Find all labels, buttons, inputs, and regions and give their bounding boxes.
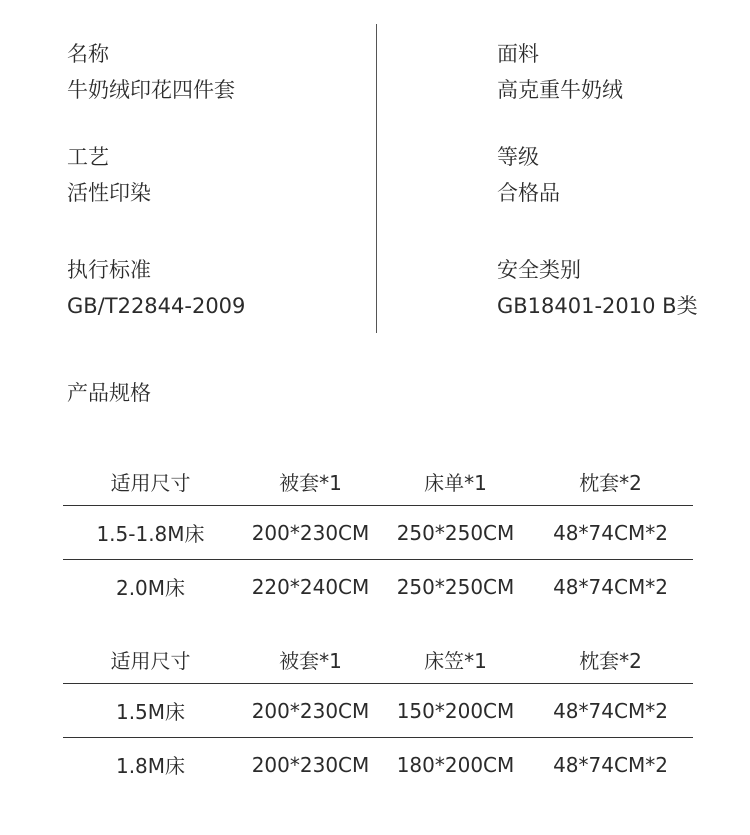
column-divider — [376, 24, 377, 333]
spec-value: 牛奶绒印花四件套 — [67, 78, 235, 102]
spec-standard — [67, 260, 245, 317]
table-cell: 1.8M床 — [115, 754, 186, 778]
section-title: 产品规格 — [67, 381, 151, 405]
table-cell: 180*200CM — [396, 752, 515, 777]
header-cell: 枕套*2 — [579, 649, 642, 673]
header-cell: 适用尺寸 — [110, 471, 191, 495]
spec-label: 安全类别 — [497, 258, 581, 282]
header-cell: 床笠*1 — [424, 649, 487, 673]
header-cell: 床单*1 — [424, 471, 487, 495]
table-cell: 48*74CM*2 — [553, 698, 668, 723]
spec-process — [67, 147, 151, 204]
table-row — [63, 560, 693, 614]
spec-value: 合格品 — [497, 181, 560, 205]
spec-label: 执行标准 — [67, 258, 151, 282]
header-cell: 枕套*2 — [579, 471, 642, 495]
spec-value: GB/T22844-2009 — [67, 294, 246, 318]
spec-name — [67, 44, 235, 101]
table-cell: 48*74CM*2 — [553, 520, 668, 545]
table-cell: 200*230CM — [251, 520, 370, 545]
table-cell: 200*230CM — [251, 752, 370, 777]
table-cell: 48*74CM*2 — [553, 752, 668, 777]
table-cell: 2.0M床 — [115, 576, 186, 600]
header-cell: 被套*1 — [279, 471, 342, 495]
spec-fabric — [497, 44, 623, 101]
table-cell: 250*250CM — [396, 574, 515, 599]
table-cell: 48*74CM*2 — [553, 574, 668, 599]
spec-value: GB18401-2010 B类 — [497, 294, 698, 318]
header-cell: 被套*1 — [279, 649, 342, 673]
size-table-sheet — [63, 467, 693, 613]
table-cell: 250*250CM — [396, 520, 515, 545]
table-cell: 200*230CM — [251, 698, 370, 723]
spec-label: 名称 — [67, 42, 109, 66]
table-cell: 1.5-1.8M床 — [96, 522, 205, 546]
spec-safety — [497, 260, 698, 317]
header-cell: 适用尺寸 — [110, 649, 191, 673]
table-header-row — [63, 645, 693, 684]
spec-value: 高克重牛奶绒 — [497, 78, 623, 102]
table-cell: 220*240CM — [251, 574, 370, 599]
table-cell: 1.5M床 — [115, 700, 186, 724]
table-row — [63, 738, 693, 792]
size-table-fitted — [63, 645, 693, 791]
table-cell: 150*200CM — [396, 698, 515, 723]
spec-label: 面料 — [497, 42, 539, 66]
table-row — [63, 684, 693, 738]
spec-grade — [497, 147, 560, 204]
table-header-row — [63, 467, 693, 506]
spec-value: 活性印染 — [67, 181, 151, 205]
spec-label: 工艺 — [67, 145, 109, 169]
spec-label: 等级 — [497, 145, 539, 169]
table-row — [63, 506, 693, 560]
